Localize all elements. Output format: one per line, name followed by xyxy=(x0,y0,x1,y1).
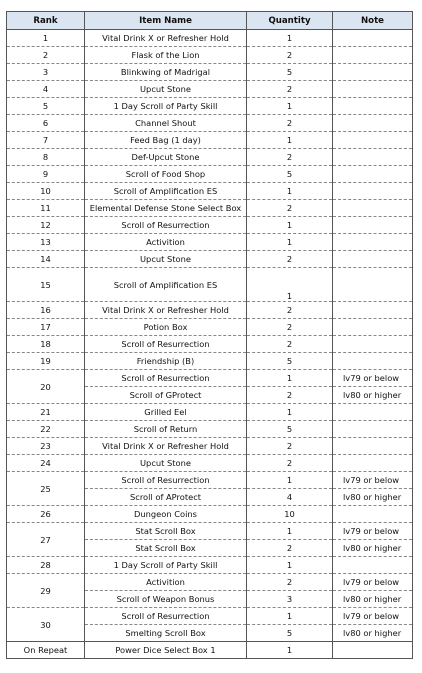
quantity-cell: 1 xyxy=(247,268,333,302)
table-row xyxy=(7,234,413,251)
quantity-cell: 5 xyxy=(247,166,333,183)
note-cell xyxy=(333,64,413,81)
table-row xyxy=(7,115,413,132)
table-row xyxy=(7,132,413,149)
quantity-cell: 2 xyxy=(247,200,333,217)
rank-cell: 29 xyxy=(7,574,85,608)
item-name-cell: Activition xyxy=(85,234,247,251)
quantity-cell: 2 xyxy=(247,574,333,591)
item-name-cell: Def-Upcut Stone xyxy=(85,149,247,166)
rank-cell: 28 xyxy=(7,557,85,574)
table-row xyxy=(7,149,413,166)
rank-cell: 1 xyxy=(7,30,85,47)
table-row xyxy=(7,81,413,98)
header-rank: Rank xyxy=(7,12,85,30)
quantity-cell: 1 xyxy=(247,217,333,234)
quantity-cell: 1 xyxy=(247,557,333,574)
quantity-cell: 2 xyxy=(247,387,333,404)
note-cell: lv79 or below xyxy=(333,370,413,387)
note-cell xyxy=(333,421,413,438)
quantity-cell: 1 xyxy=(247,642,333,659)
note-cell xyxy=(333,404,413,421)
quantity-cell: 3 xyxy=(247,591,333,608)
item-name-cell: Feed Bag (1 day) xyxy=(85,132,247,149)
rank-cell: 21 xyxy=(7,404,85,421)
rank-cell: 12 xyxy=(7,217,85,234)
note-cell: lv79 or below xyxy=(333,523,413,540)
note-cell xyxy=(333,251,413,268)
header-item-name: Item Name xyxy=(85,12,247,30)
item-name-cell: Scroll of Resurrection xyxy=(85,370,247,387)
table-row xyxy=(7,353,413,370)
note-cell xyxy=(333,302,413,319)
note-cell: lv79 or below xyxy=(333,472,413,489)
quantity-cell: 5 xyxy=(247,64,333,81)
note-cell xyxy=(333,268,413,302)
item-name-cell: Vital Drink X or Refresher Hold xyxy=(85,30,247,47)
item-name-cell: 1 Day Scroll of Party Skill xyxy=(85,98,247,115)
table-body xyxy=(7,30,413,659)
table-row xyxy=(7,574,413,591)
item-name-cell: Flask of the Lion xyxy=(85,47,247,64)
quantity-cell: 1 xyxy=(247,183,333,200)
quantity-cell: 1 xyxy=(247,472,333,489)
note-cell xyxy=(333,353,413,370)
table-row xyxy=(7,506,413,523)
table-row xyxy=(7,166,413,183)
table-row xyxy=(7,421,413,438)
header-quantity: Quantity xyxy=(247,12,333,30)
table-row xyxy=(7,642,413,659)
header-row xyxy=(7,12,413,30)
reward-table xyxy=(6,11,413,659)
table-row xyxy=(7,302,413,319)
rank-cell: 2 xyxy=(7,47,85,64)
quantity-cell: 1 xyxy=(247,234,333,251)
note-cell xyxy=(333,557,413,574)
item-name-cell: Upcut Stone xyxy=(85,81,247,98)
note-cell xyxy=(333,115,413,132)
note-cell xyxy=(333,166,413,183)
rank-cell: 4 xyxy=(7,81,85,98)
note-cell xyxy=(333,183,413,200)
note-cell xyxy=(333,132,413,149)
quantity-cell: 2 xyxy=(247,81,333,98)
table-row xyxy=(7,523,413,540)
item-name-cell: Scroll of Resurrection xyxy=(85,217,247,234)
quantity-cell: 2 xyxy=(247,251,333,268)
rank-cell: 8 xyxy=(7,149,85,166)
note-cell xyxy=(333,30,413,47)
quantity-cell: 1 xyxy=(247,523,333,540)
note-cell: lv80 or higher xyxy=(333,387,413,404)
rank-cell: 13 xyxy=(7,234,85,251)
table-row xyxy=(7,183,413,200)
note-cell xyxy=(333,98,413,115)
rank-cell: 22 xyxy=(7,421,85,438)
item-name-cell: Scroll of Resurrection xyxy=(85,336,247,353)
note-cell xyxy=(333,506,413,523)
table-row xyxy=(7,268,413,302)
table-row xyxy=(7,370,413,387)
quantity-cell: 4 xyxy=(247,489,333,506)
note-cell: lv80 or higher xyxy=(333,489,413,506)
table-row xyxy=(7,64,413,81)
note-cell: lv79 or below xyxy=(333,574,413,591)
note-cell: lv80 or higher xyxy=(333,591,413,608)
quantity-cell: 5 xyxy=(247,421,333,438)
item-name-cell: Smelting Scroll Box xyxy=(85,625,247,642)
rank-cell: 11 xyxy=(7,200,85,217)
item-name-cell: Vital Drink X or Refresher Hold xyxy=(85,302,247,319)
rank-cell: 7 xyxy=(7,132,85,149)
table-row xyxy=(7,319,413,336)
quantity-cell: 5 xyxy=(247,625,333,642)
rank-cell: 17 xyxy=(7,319,85,336)
note-cell: lv80 or higher xyxy=(333,625,413,642)
item-name-cell: Dungeon Coins xyxy=(85,506,247,523)
table-row xyxy=(7,98,413,115)
quantity-cell: 1 xyxy=(247,608,333,625)
quantity-cell: 10 xyxy=(247,506,333,523)
quantity-cell: 2 xyxy=(247,455,333,472)
item-name-cell: Scroll of Resurrection xyxy=(85,472,247,489)
item-name-cell: 1 Day Scroll of Party Skill xyxy=(85,557,247,574)
note-cell xyxy=(333,642,413,659)
rank-cell: 15 xyxy=(7,268,85,302)
note-cell xyxy=(333,200,413,217)
table-row xyxy=(7,472,413,489)
note-cell: lv80 or higher xyxy=(333,540,413,557)
table-row xyxy=(7,557,413,574)
item-name-cell: Elemental Defense Stone Select Box xyxy=(85,200,247,217)
rank-cell: 27 xyxy=(7,523,85,557)
rank-cell: 16 xyxy=(7,302,85,319)
item-name-cell: Vital Drink X or Refresher Hold xyxy=(85,438,247,455)
rank-cell: 3 xyxy=(7,64,85,81)
table-row xyxy=(7,438,413,455)
table-row xyxy=(7,455,413,472)
header-note: Note xyxy=(333,12,413,30)
rank-cell: 18 xyxy=(7,336,85,353)
quantity-cell: 2 xyxy=(247,302,333,319)
quantity-cell: 2 xyxy=(247,115,333,132)
quantity-cell: 2 xyxy=(247,149,333,166)
table-row xyxy=(7,336,413,353)
note-cell xyxy=(333,234,413,251)
note-cell xyxy=(333,438,413,455)
item-name-cell: Blinkwing of Madrigal xyxy=(85,64,247,81)
rank-cell: 23 xyxy=(7,438,85,455)
quantity-cell: 2 xyxy=(247,336,333,353)
table-row xyxy=(7,200,413,217)
item-name-cell: Stat Scroll Box xyxy=(85,540,247,557)
rank-cell: 20 xyxy=(7,370,85,404)
rank-cell: On Repeat xyxy=(7,642,85,659)
note-cell: lv79 or below xyxy=(333,608,413,625)
note-cell xyxy=(333,217,413,234)
rank-cell: 14 xyxy=(7,251,85,268)
rank-cell: 9 xyxy=(7,166,85,183)
rank-cell: 24 xyxy=(7,455,85,472)
item-name-cell: Scroll of AProtect xyxy=(85,489,247,506)
item-name-cell: Scroll of Amplification ES xyxy=(85,183,247,200)
note-cell xyxy=(333,455,413,472)
item-name-cell: Scroll of Food Shop xyxy=(85,166,247,183)
table-row xyxy=(7,30,413,47)
quantity-cell: 1 xyxy=(247,98,333,115)
item-name-cell: Stat Scroll Box xyxy=(85,523,247,540)
item-name-cell: Upcut Stone xyxy=(85,455,247,472)
item-name-cell: Scroll of Amplification ES xyxy=(85,268,247,302)
item-name-cell: Activition xyxy=(85,574,247,591)
table-row xyxy=(7,608,413,625)
rank-cell: 19 xyxy=(7,353,85,370)
rank-cell: 5 xyxy=(7,98,85,115)
quantity-cell: 1 xyxy=(247,404,333,421)
item-name-cell: Power Dice Select Box 1 xyxy=(85,642,247,659)
rank-cell: 6 xyxy=(7,115,85,132)
note-cell xyxy=(333,47,413,64)
note-cell xyxy=(333,149,413,166)
table-row xyxy=(7,47,413,64)
item-name-cell: Scroll of Return xyxy=(85,421,247,438)
quantity-cell: 1 xyxy=(247,370,333,387)
table-row xyxy=(7,217,413,234)
note-cell xyxy=(333,81,413,98)
quantity-cell: 1 xyxy=(247,132,333,149)
quantity-cell: 5 xyxy=(247,353,333,370)
note-cell xyxy=(333,336,413,353)
item-name-cell: Scroll of GProtect xyxy=(85,387,247,404)
item-name-cell: Upcut Stone xyxy=(85,251,247,268)
table-row xyxy=(7,404,413,421)
rank-cell: 10 xyxy=(7,183,85,200)
table-row xyxy=(7,251,413,268)
item-name-cell: Grilled Eel xyxy=(85,404,247,421)
quantity-cell: 1 xyxy=(247,30,333,47)
note-cell xyxy=(333,319,413,336)
quantity-cell: 2 xyxy=(247,319,333,336)
quantity-cell: 2 xyxy=(247,540,333,557)
reward-table-container xyxy=(6,11,413,659)
item-name-cell: Friendship (B) xyxy=(85,353,247,370)
item-name-cell: Potion Box xyxy=(85,319,247,336)
item-name-cell: Scroll of Weapon Bonus xyxy=(85,591,247,608)
quantity-cell: 2 xyxy=(247,438,333,455)
item-name-cell: Channel Shout xyxy=(85,115,247,132)
quantity-cell: 2 xyxy=(247,47,333,64)
rank-cell: 30 xyxy=(7,608,85,642)
rank-cell: 25 xyxy=(7,472,85,506)
rank-cell: 26 xyxy=(7,506,85,523)
item-name-cell: Scroll of Resurrection xyxy=(85,608,247,625)
